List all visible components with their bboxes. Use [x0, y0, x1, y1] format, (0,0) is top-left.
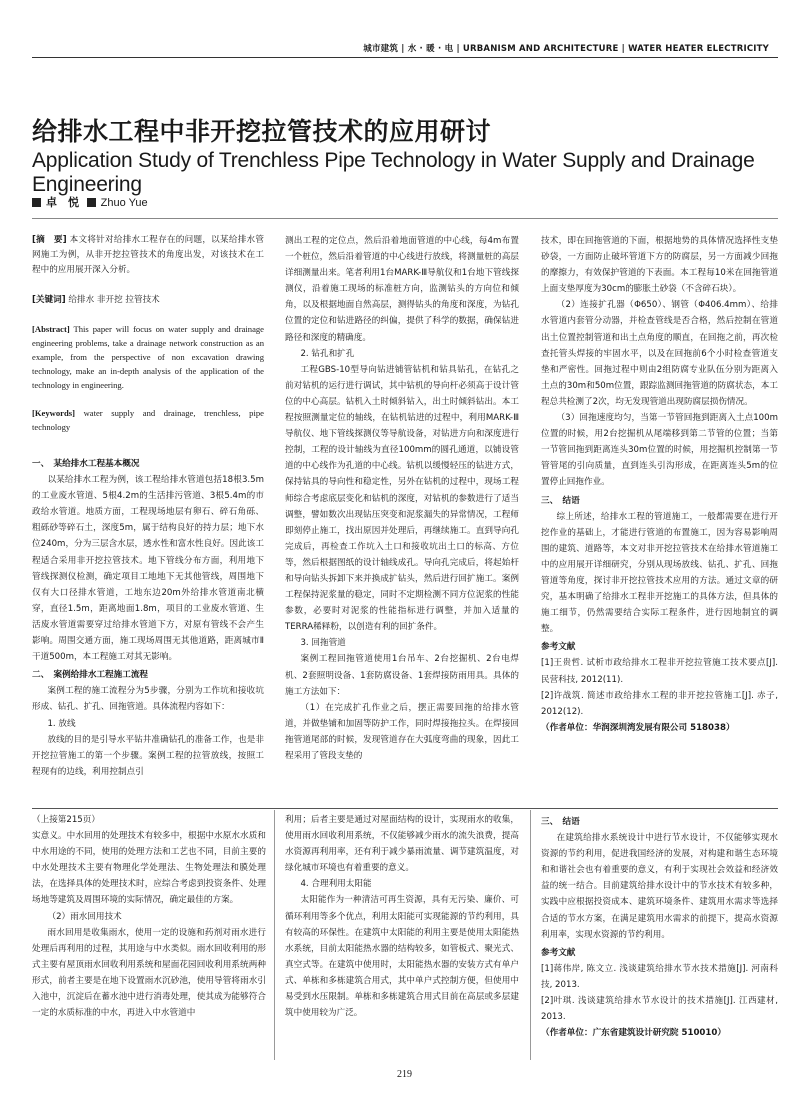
section-heading: 三、 结语 [541, 495, 580, 506]
subsection-heading: 1. 放线 [47, 718, 76, 729]
paragraph: （1）在完成扩孔作业之后，摆正需要回拖的给排水管道，并做垫铺和加固等防护工作，同时焊接拖拉头。在焊接回拖管道尾部的时候，发现管道存在大弧度弯曲的现象，因此工程采用了管段支垫的 [285, 702, 519, 761]
paragraph: 太阳能作为一种清洁可再生资源，具有无污染、廉价、可循环利用等多个优点，利用太阳能可实现能源的节约利用，具有较高的环保性。在建筑中太阳能的利用主要是使用太阳能热水系统，目前太阳能热水器的结构较多，如管板式、聚光式、真空式等。在建筑中使用时，太阳能热水器的安装方式有单户式、单栋和多栋建筑合用式，其中单户式控制方便，但使用中易受到水压限制。单栋和多栋建筑合用式目前在高层或多层建筑中使用较为广泛。 [285, 895, 519, 1019]
title-chinese: 给排水工程中非开挖拉管技术的应用研讨 [32, 117, 492, 146]
continued-column-1 [32, 812, 266, 1021]
paragraph: （上接第215页） [32, 815, 100, 825]
column-rule [530, 810, 531, 1060]
subsection-heading: 4. 合理利用太阳能 [300, 879, 372, 890]
page-number: 219 [397, 1069, 412, 1080]
subsection-heading: 3. 回拖管道 [300, 638, 346, 649]
paragraph: 放线的目的是引导水平钻井准确钻孔的准备工作，也是非开挖拉管施工的第一个步骤。案例工程的拉管放线，按照工程现有的边线，利用控制点引 [32, 734, 264, 777]
section-heading: 三、 结语 [541, 817, 580, 827]
square-bullet-icon [32, 198, 41, 207]
author-en: Zhuo Yue [100, 197, 148, 209]
reference-item: [1]王贵哲. 试析市政给排水工程非开挖拉管施工技术要点[J]. 民营科技, 2012(11). [541, 658, 778, 685]
paragraph: 案例工程的施工流程分为5步骤，分别为工作坑和接收坑形成、钻孔、扩孔、回拖管道。具体流程内容如下： [32, 686, 264, 713]
abstract-en: [Abstract] This paper will focus on water supply and drainage engineering problems, take a drainage network construction as an example, from the perspective of non excavation drawing technology, make an in-depth analysis of the application of the technology in engineering. [32, 324, 264, 391]
section-heading: 参考文献 [541, 947, 576, 958]
keywords-en: [Keywords] water supply and drainage, trenchless, pipe technology [32, 408, 264, 433]
paragraph: 测出工程的定位点，然后沿着地面管道的中心线，每4m布置一个桩位，然后沿着管道的中心线进行放线，将测量桩的高层详细测量出来。笔者利用1台MARK-Ⅲ导航仪和1台地下管线探测仪，沿着施工现场的标准桩方向，监测钻头的方向位和倾角，以及根据地面自然高层，测得钻头的角度和深度，为钻孔位置的定位和钻进路径的纠偏，提供了科学的数据，确保钻进路径和深度的精确度。 [285, 236, 519, 343]
subsection-heading: （2）雨水回用技术 [47, 911, 122, 922]
reference-item: [2]许战筑. 简述市政给排水工程的非开挖拉管施工[J]. 赤子, 2012(12). [541, 690, 778, 717]
column-rule [274, 810, 275, 1060]
paragraph: 案例工程回拖管道使用1台吊车、2台挖掘机、2台电焊机、2套照明设备、1套防腐设备、1套焊接防雨用具。具体的施工方法如下： [285, 654, 519, 697]
section-heading: 参考文献 [541, 642, 576, 653]
square-bullet-icon [87, 198, 96, 207]
keywords-cn: [关键词] 给排水 非开挖 拉管技术 [32, 295, 160, 305]
reference-item: [2]叶琪. 浅谈建筑给排水节水设计的技术措施[J]. 江西建材, 2013. [541, 996, 778, 1023]
section-heading: 一、 某给排水工程基本概况 [32, 459, 140, 469]
paragraph: 利用；后者主要是通过对屋面结构的设计，实现雨水的收集，使用雨水回收利用系统，不仅能够减少雨水的流失浪费，提高水资源再利用率，还有利于减少暴雨流量、调节建筑温度，对绿化城市环境也有着重要的意义。 [285, 815, 519, 874]
paragraph: 工程GBS-10型导向钻进铺管钻机和钻具钻孔，在钻孔之前对钻机的运行进行调试，其中钻机的导向杆必须高于设计管位的中心高层。钻机入土时倾斜钻入，出土时倾斜钻出。本工程按照测量定位的轴线，在钻机钻进的过程中，利用MARK-Ⅲ导航仪、地下管线探测仪等导航设备，对钻进方向和深度进行控制，工程的设计轴线为直径100mm的圆孔通道，以铺设管道的中心线作为孔道的中心线。钻机以缓慢轻压的钻进方式，保持钻具的导向性和稳定性，另外在钻机的过程中，现场工程师综合考虑底层变化和钻机的深度，对钻机的参数进行了适当调整，譬如数次出现钻压突变和泥浆漏失的异常情况，工程师即刻停止施工，找出原因并处理后，再继续施工。直到导向孔完成后，再检查工作坑入土口和接收坑出土口的标高、方位等，然后根据图纸的设计轴线成孔。导向孔完成后，将起始杆和导向钻头拆卸下来并换成扩钻头，然后进行回扩施工。案例工程保持泥浆量的稳定，同时不定期检测不同方位泥浆的性能参数，必要时对泥浆的性能指标进行调整，并加入适量的TERRA稀释粉，以创造有利的回扩条件。 [285, 364, 519, 633]
title-english: Application Study of Trenchless Pipe Technology in Water Supply and Drainage Engineering [32, 149, 755, 196]
abstract-cn: [摘 要] 本文将针对给排水工程存在的问题，以某给排水管网施工为例，从非开挖拉管技术的角度出发，对该技术在工程中的应用展开深入分析。 [32, 235, 264, 275]
article-column-2 [285, 233, 519, 764]
paragraph: （2）连接扩孔器（Φ650）、钢管（Φ406.4mm）、给排水管道内套管分动器，并检查管线是否合格，然后控制在管道出土位置控制管道和出土点角度的顺直，在回拖之前，再次检查托管头焊接的牢固水平，以及在回拖前6个小时检查管道支垫和严密性。回拖过程中则由2组防腐专业队伍分别为距离入土点的30m和50m位置，跟踪监测回拖管道的防腐状态，本工程总共检测了2次，均无发现管道出现防腐层损伤情况。 [541, 300, 778, 407]
section-separator [32, 808, 778, 809]
subsection-heading: 2. 钻孔和扩孔 [300, 348, 355, 359]
paragraph: 以某给排水工程为例，该工程给排水管道包括18根3.5m的工业废水管道、5根4.2m的生活排污管道、3根5.4m的市政给水管道。地质方面，工程现场地层有卵石、碎石角砾、粗砾砂等碎石土，深度5m，属于结构良好的持力层；地下水位240m，分为三层含水层，透水性和富水性良好。因此该工程适合采用非开挖拉管技术。地下管线分布方面，利用地下管线探测仪检测，确定项目工地地下无其他管线，周围地下仅有大口径排水管道，工地东边20m外给排水管道南北横穿，直径1.5m，距离地面1.8m，项目的工业废水管道、生活废水管道需要穿过给排水管道下方，对原有管线不会产生影响。周围交通方面，施工现场周围无其他道路，距离城市Ⅱ干道500m，本工程施工对其无影响。 [32, 475, 264, 663]
continued-column-3 [541, 812, 778, 1041]
reference-item: [1]蒋伟岸, 陈文立. 浅谈建筑给排水节水技术措施[J]. 河南科技, 2013. [541, 963, 778, 990]
article-column-3 [541, 233, 778, 736]
running-header: 城市建筑 | 水 · 暖 · 电 | URBANISM AND ARCHITECTURE | WATER HEATER ELECTRICITY [363, 44, 769, 54]
author-affiliation: （作者单位：华润深圳湾发展有限公司 518038） [541, 722, 735, 733]
article-column-1 [32, 454, 264, 780]
abstract-block [32, 233, 264, 434]
author-line [32, 194, 148, 210]
paragraph: （3）回拖速度均匀，当第一节管回拖到距离入土点100m位置的时候，用2台挖掘机从尾端移到第二节管的位置；当第一节管回拖到距离连头30m位置的时候，用挖掘机控制第一节管管尾的引向质量，直到连头引沟形成，在距离连头5m的位置停止回拖作业。 [541, 413, 778, 488]
author-affiliation: （作者单位：广东省建筑设计研究院 510010） [541, 1028, 726, 1039]
section-heading: 二、 案例给排水工程施工流程 [32, 670, 149, 681]
paragraph: 在建筑给排水系统设计中进行节水设计，不仅能够实现水资源的节约利用，促进我国经济的发展，对构建和谐生态环境和和谐社会也有着重要的意义，有利于实现社会效益和经济效益的统一结合。目前建筑给排水设计中的节水技术有较多种，实践中应根据投资成本、建筑环境条件、建筑用水需求等选择合适的节水方案，在满足建筑用水需求的前提下，提高水资源利用率，实现水资源的节约利用。 [541, 833, 778, 940]
paragraph: 综上所述，给排水工程的管道施工，一般都需要在进行开挖作业的基础上，才能进行管道的布置施工，因为容易影响周围的建筑、道路等，本文对非开挖拉管技术在给排水管道施工中的应用展开详细研究，分别从现场放线、钻孔、扩孔、回拖管道等角度，探讨非开挖拉管技术应用的方法。通过文章的研究，基本明确了给排水工程非开挖施工的具体方法，但具体的施工细节，仍然需要结合实际工程条件，进行因地制宜的调整。 [541, 511, 778, 635]
header-rule [32, 57, 778, 58]
continued-column-2 [285, 812, 519, 1021]
author-rule [32, 218, 778, 219]
author-cn: 卓 悦 [46, 196, 79, 209]
paragraph: 实意义。中水回用的处理技术有较多中，根据中水原水水质和中水用途的不同，使用的处理方法和工艺也不同，目前主要的中水处理技术主要有物理化学处理法、生物处理法和膜处理法，在选择具体的处理技术时，应综合考虑到投资条件、处理场地等建筑及周围环境的实际情况，确定最佳的方案。 [32, 831, 266, 906]
paragraph: 技术，即在回拖管道的下面，根据地势的具体情况选择性支垫砂袋，一方面防止破坏管道下方的防腐层，另一方面减少回拖的摩擦力，有效保护管道的下表面。本工程每10米在回拖管道上面支垫厚度为30cm的膨胀土砂袋（不含碎石块）。 [541, 236, 778, 295]
paragraph: 雨水回用是收集雨水，使用一定的设施和药剂对雨水进行处理后再利用的过程，其用途与中水类似。雨水回收利用的形式主要有屋顶雨水回收利用系统和屋面花园回收利用系统两种形式，前者主要是在地下设置雨水沉砂池，使用导管将雨水引入池中，沉淀后在蓄水池中进行消毒处理，使其成为能够符合一定的水质标准的中水，再进入中水管道中 [32, 927, 266, 1019]
